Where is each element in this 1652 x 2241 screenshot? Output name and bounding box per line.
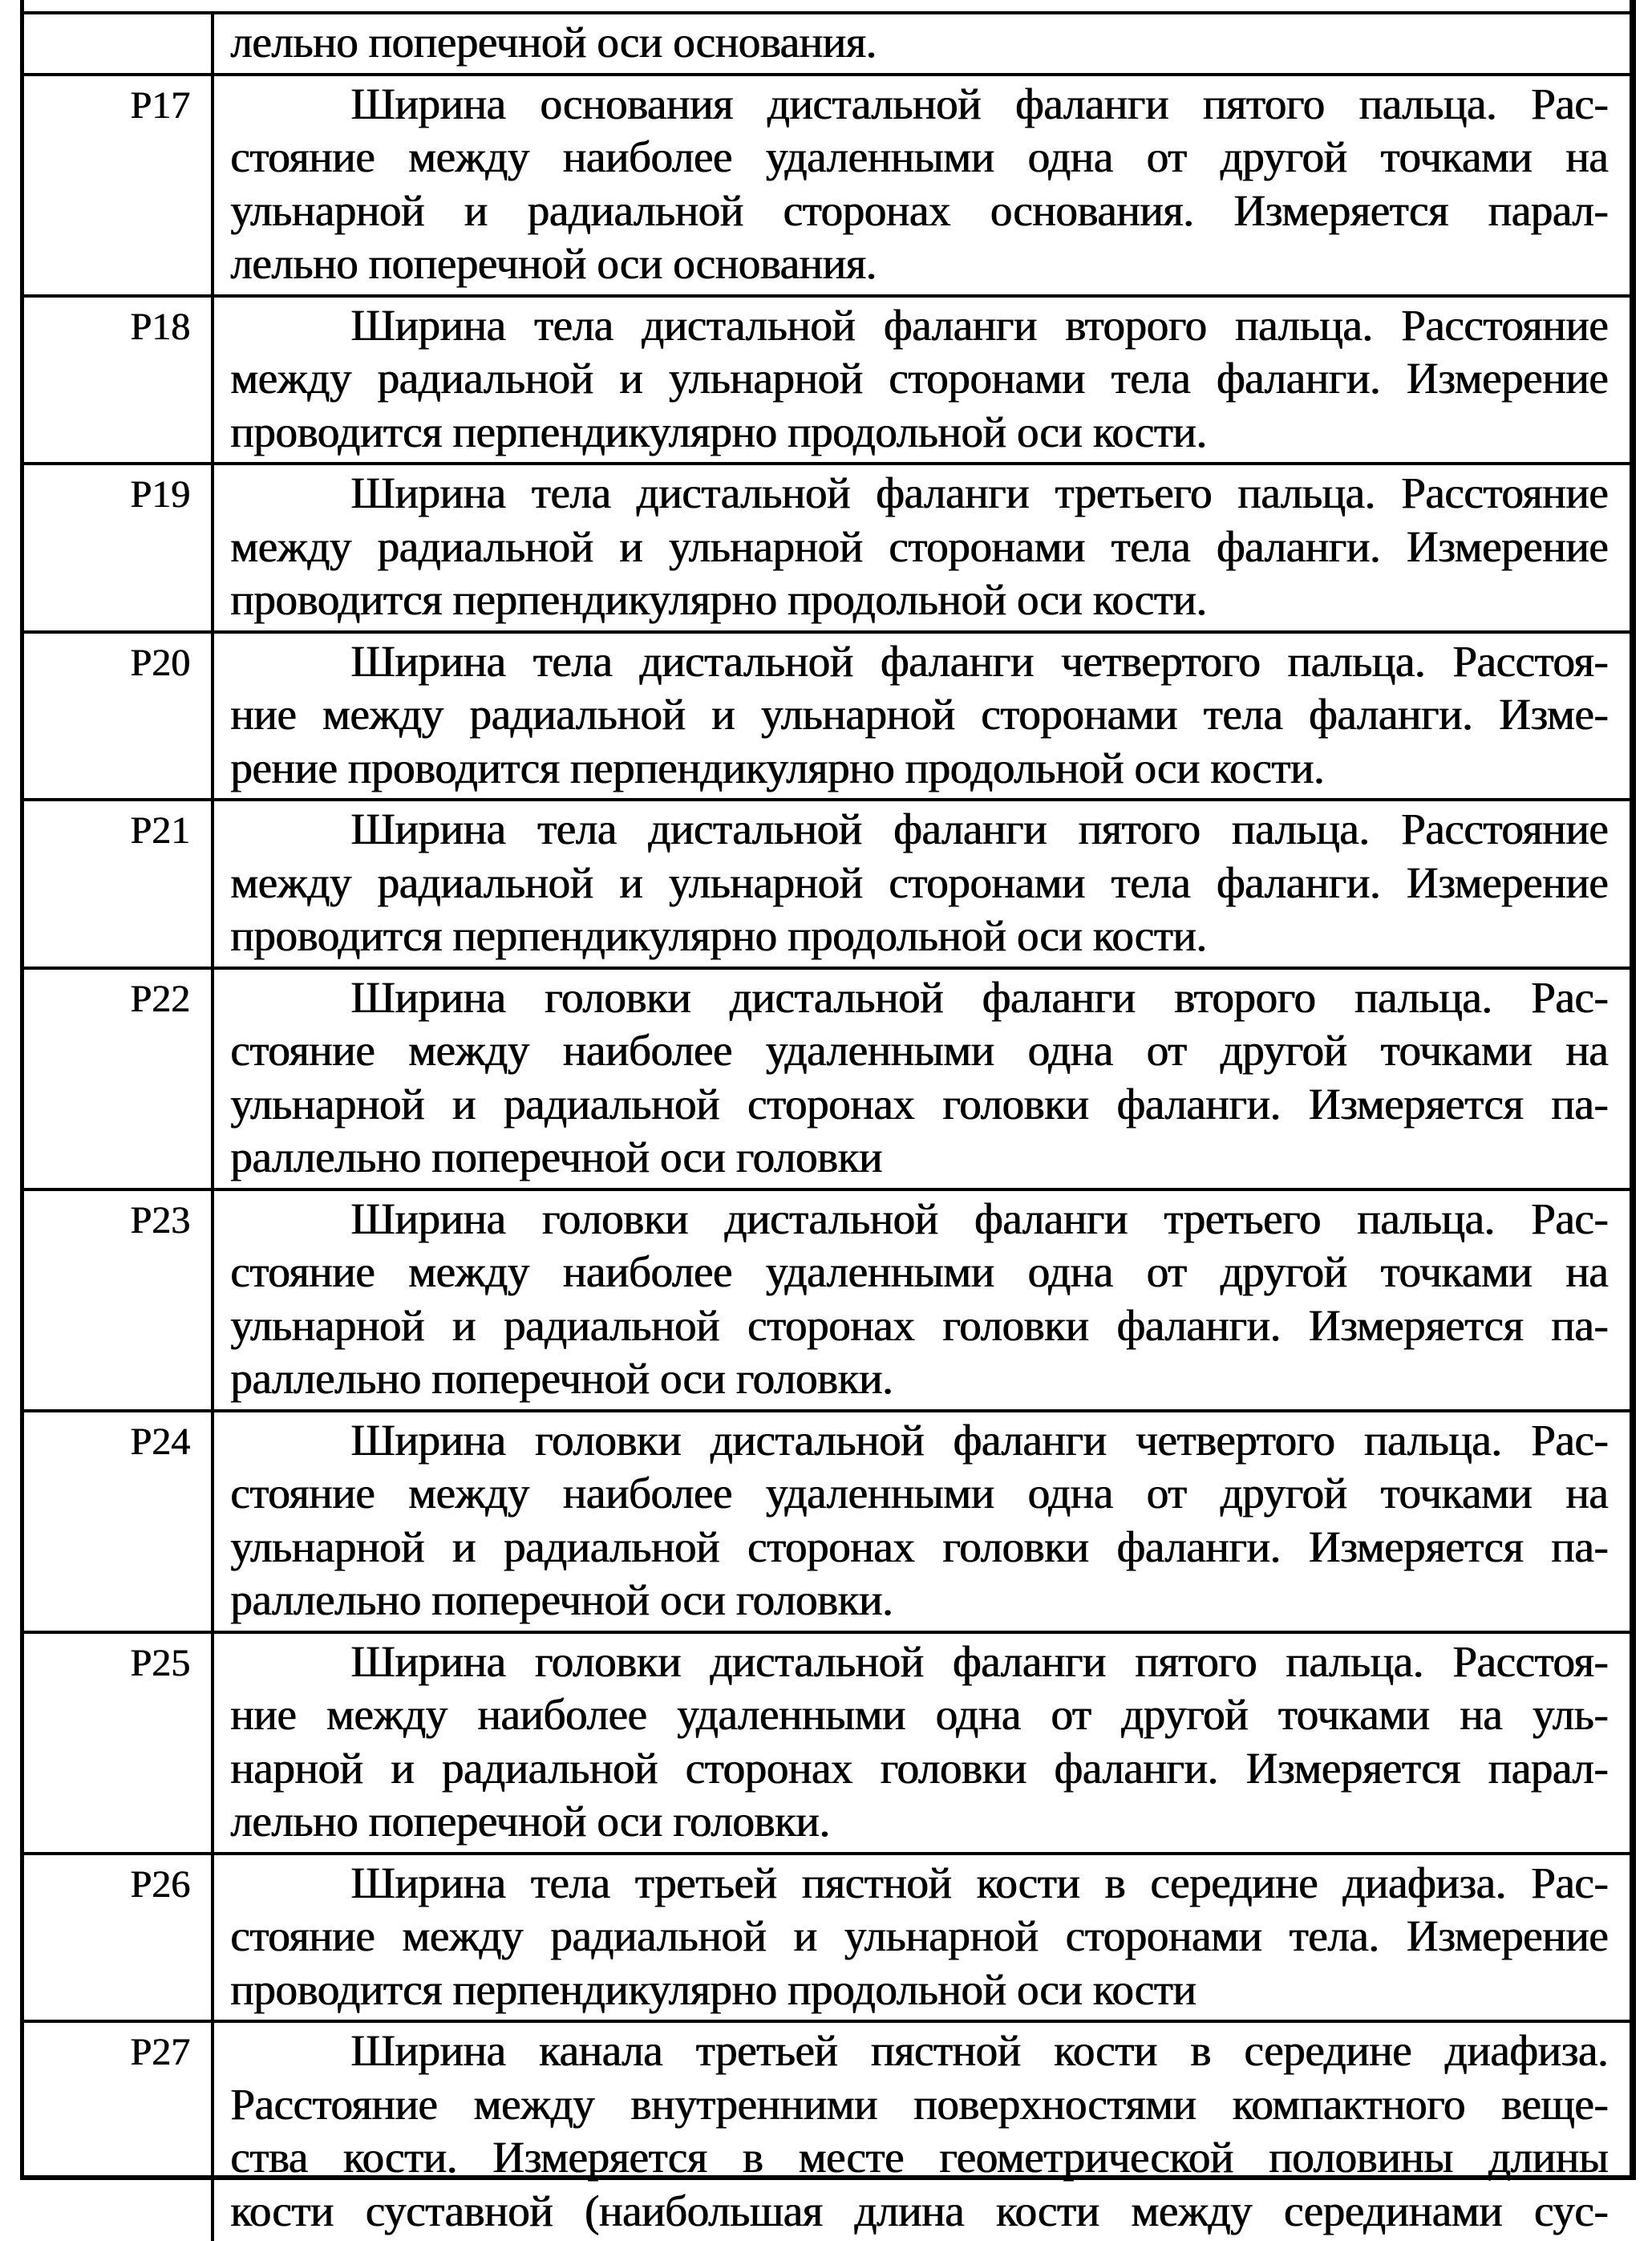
description-line: Ширина головки дистальной фаланги пятого пальца. Расстоя- xyxy=(350,1636,1608,1686)
table-row xyxy=(24,630,1630,799)
row-code: P19 xyxy=(130,473,190,516)
row-code: P20 xyxy=(130,641,190,684)
description-line: лельно поперечной оси головки. xyxy=(230,1797,830,1846)
measurements-table xyxy=(20,0,1636,2235)
description-line: кости суставной (наибольшая длина кости между серединами сус- xyxy=(230,2186,1608,2235)
table-top-margin xyxy=(24,0,1630,11)
code-cell xyxy=(24,465,214,630)
row-code: P17 xyxy=(130,83,190,127)
description-cell xyxy=(214,1191,1630,1409)
description-line: ульнарной и радиальной сторонах головки фаланги. Измеряется па- xyxy=(230,1300,1608,1350)
code-cell xyxy=(24,2023,214,2241)
code-cell xyxy=(24,14,214,73)
description-line: рение проводится перпендикулярно продольной оси кости. xyxy=(230,743,1325,792)
description-line: Расстояние между внутренними поверхностями компактного веще- xyxy=(230,2079,1608,2129)
description-line: Ширина головки дистальной фаланги третьего пальца. Рас- xyxy=(350,1193,1608,1243)
description-line: лельно поперечной оси основания. xyxy=(230,239,877,288)
row-code: P26 xyxy=(130,1862,190,1906)
description-line: проводится перпендикулярно продольной оси кости. xyxy=(230,407,1207,456)
description-cell xyxy=(214,14,1630,73)
description-line: между радиальной и ульнарной сторонами тела фаланги. Измерение xyxy=(230,857,1608,907)
description-line: Ширина тела дистальной фаланги второго пальца. Расстояние xyxy=(350,300,1608,350)
description-cell xyxy=(214,465,1630,630)
description-cell xyxy=(214,76,1630,294)
description-line: ние между наиболее удаленными одна от другой точками на уль- xyxy=(230,1690,1608,1739)
row-code: P25 xyxy=(130,1641,190,1684)
description-line: Ширина тела дистальной фаланги четвертого пальца. Расстоя- xyxy=(350,636,1608,686)
description-line: ульнарной и радиальной сторонах основания. Измеряется парал- xyxy=(230,185,1608,235)
description-line: нарной и радиальной сторонах головки фаланги. Измеряется парал- xyxy=(230,1743,1608,1793)
table-row xyxy=(24,1188,1630,1409)
description-line: раллельно поперечной оси головки xyxy=(230,1133,882,1181)
description-line: Ширина основания дистальной фаланги пятого пальца. Рас- xyxy=(350,79,1608,128)
description-cell xyxy=(214,970,1630,1188)
description-cell xyxy=(214,2023,1630,2241)
description-cell xyxy=(214,298,1630,463)
description-line: Ширина тела дистальной фаланги третьего пальца. Расстояние xyxy=(350,468,1608,517)
table-row xyxy=(24,798,1630,967)
description-line: Ширина канала третьей пястной кости в середине диафиза. xyxy=(350,2026,1608,2075)
table-row xyxy=(24,2020,1630,2241)
code-cell xyxy=(24,76,214,294)
description-line: проводится перпендикулярно продольной оси кости. xyxy=(230,575,1207,624)
description-line: лельно поперечной оси основания. xyxy=(230,18,877,67)
code-cell xyxy=(24,1634,214,1852)
description-line: стояние между радиальной и ульнарной сторонами тела. Измерение xyxy=(230,1911,1608,1960)
description-cell xyxy=(214,1634,1630,1852)
code-cell xyxy=(24,1191,214,1409)
description-line: Ширина тела третьей пястной кости в середине диафиза. Рас- xyxy=(350,1858,1608,1907)
table-row xyxy=(24,11,1630,73)
description-line: проводится перпендикулярно продольной оси кости. xyxy=(230,911,1207,960)
description-line: стояние между наиболее удаленными одна от другой точками на xyxy=(230,1247,1608,1296)
code-cell xyxy=(24,298,214,463)
description-line: ульнарной и радиальной сторонах головки фаланги. Измеряется па- xyxy=(230,1522,1608,1571)
description-line: Ширина головки дистальной фаланги четвертого пальца. Рас- xyxy=(350,1415,1608,1465)
table-row xyxy=(24,1631,1630,1852)
table-row xyxy=(24,967,1630,1188)
description-line: раллельно поперечной оси головки. xyxy=(230,1354,893,1403)
code-cell xyxy=(24,970,214,1188)
row-code: P18 xyxy=(130,305,190,348)
measurement-table-rows xyxy=(24,11,1630,2241)
description-line: стояние между наиболее удаленными одна от другой точками на xyxy=(230,1469,1608,1518)
description-line: ства кости. Измеряется в месте геометрической половины длины xyxy=(230,2133,1608,2182)
description-line: между радиальной и ульнарной сторонами тела фаланги. Измерение xyxy=(230,354,1608,403)
table-row xyxy=(24,462,1630,630)
description-cell xyxy=(214,634,1630,799)
description-line: раллельно поперечной оси головки. xyxy=(230,1575,893,1624)
table-row xyxy=(24,1409,1630,1631)
row-code: P22 xyxy=(130,977,190,1020)
description-cell xyxy=(214,801,1630,967)
row-code: P21 xyxy=(130,809,190,852)
description-line: ульнарной и радиальной сторонах головки фаланги. Измеряется па- xyxy=(230,1079,1608,1129)
row-code: P27 xyxy=(130,2031,190,2073)
description-cell xyxy=(214,1855,1630,2020)
code-cell xyxy=(24,634,214,799)
description-line: стояние между наиболее удаленными одна от другой точками на xyxy=(230,132,1608,181)
description-line: стояние между наиболее удаленными одна от другой точками на xyxy=(230,1026,1608,1075)
code-cell xyxy=(24,1412,214,1631)
table-row xyxy=(24,1852,1630,2020)
table-row xyxy=(24,73,1630,294)
table-row xyxy=(24,294,1630,463)
row-code: P23 xyxy=(130,1198,190,1242)
description-line: проводится перпендикулярно продольной оси кости xyxy=(230,1964,1196,2014)
description-cell xyxy=(214,1412,1630,1631)
code-cell xyxy=(24,801,214,967)
description-line: ние между радиальной и ульнарной сторонами тела фаланги. Изме- xyxy=(230,690,1608,739)
description-line: между радиальной и ульнарной сторонами тела фаланги. Измерение xyxy=(230,521,1608,571)
row-code: P24 xyxy=(130,1420,190,1463)
code-cell xyxy=(24,1855,214,2020)
description-line: Ширина тела дистальной фаланги пятого пальца. Расстояние xyxy=(350,804,1608,853)
description-line: Ширина головки дистальной фаланги второго пальца. Рас- xyxy=(350,972,1608,1022)
